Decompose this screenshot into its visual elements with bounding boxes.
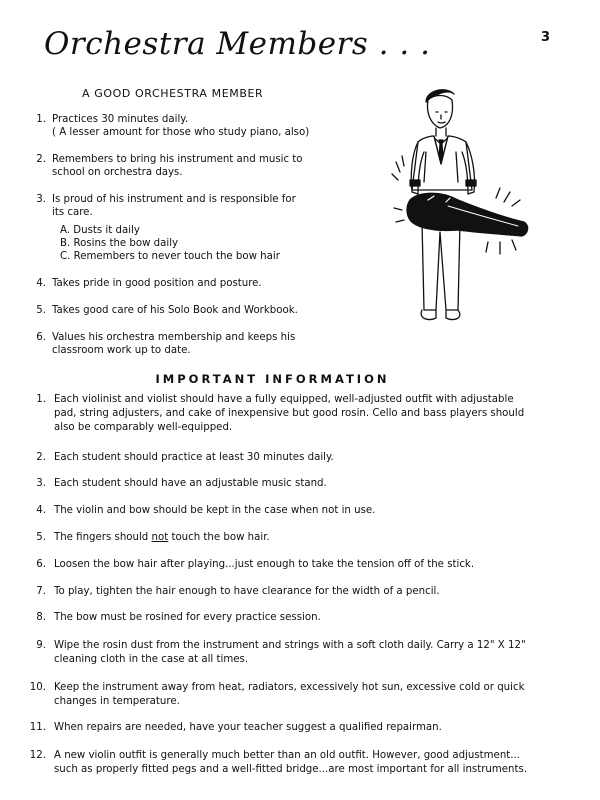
item-text: Wipe the rosin dust from the instrument and strings with a soft cloth daily. Carry a 12" X 12" (54, 640, 526, 651)
member-item (28, 277, 368, 290)
item-number: 8. (36, 612, 46, 623)
item-text: such as properly fitted pegs and a well-fitted bridge...are most important for all instruments. (54, 764, 528, 775)
item-text: Practices 30 minutes daily. (52, 114, 189, 125)
item-number: 10. (29, 682, 46, 693)
sub-item: C. Remembers to never touch the bow hair (60, 251, 280, 262)
item-text: cleaning cloth in the case at all times. (54, 654, 249, 665)
member-item (28, 113, 368, 139)
info-item (20, 504, 542, 518)
item-number: 4. (36, 278, 46, 289)
member-heading: A GOOD ORCHESTRA MEMBER (82, 87, 264, 100)
item-number: 7. (36, 586, 46, 597)
item-text: Each student should practice at least 30 minutes daily. (54, 452, 334, 463)
member-item (28, 331, 368, 357)
member-item (28, 304, 368, 317)
info-item (20, 639, 542, 667)
item-text: A new violin outfit is generally much better than an old outfit. However, good adjustment... (54, 750, 520, 761)
item-text: Values his orchestra membership and keeps his (52, 332, 296, 343)
info-item (20, 681, 542, 709)
item-number: 6. (36, 332, 46, 343)
item-number: 2. (36, 154, 46, 165)
member-list (28, 113, 368, 357)
item-text: Is proud of his instrument and is responsible for (52, 194, 296, 205)
text-run: The fingers should (54, 532, 152, 543)
item-number: 9. (36, 640, 46, 651)
item-number: 1. (36, 394, 46, 405)
item-text: changes in temperature. (54, 696, 180, 707)
member-item (28, 153, 368, 179)
item-number: 3. (36, 478, 46, 489)
student-with-violin-case-illustration (388, 82, 540, 340)
item-number: 5. (36, 532, 46, 543)
text-run: touch the bow hair. (168, 532, 270, 543)
item-text: classroom work up to date. (52, 345, 191, 356)
member-item (28, 193, 368, 263)
item-text: The violin and bow should be kept in the case when not in use. (54, 505, 376, 516)
item-text: Each student should have an adjustable music stand. (54, 478, 327, 489)
info-item (20, 558, 542, 572)
item-text: also be comparably well-equipped. (54, 422, 233, 433)
info-item (20, 721, 542, 735)
item-text: its care. (52, 207, 93, 218)
item-text: The bow must be rosined for every practice session. (54, 612, 321, 623)
page-title: Orchestra Members . . . (44, 26, 431, 62)
item-text: Loosen the bow hair after playing...just enough to take the tension off of the stick. (54, 559, 475, 570)
info-item (20, 585, 542, 599)
item-text: Each violinist and violist should have a fully equipped, well-adjusted outfit with adjustable (54, 394, 514, 405)
item-number: 12. (29, 750, 46, 761)
info-item (20, 451, 542, 465)
care-sublist (52, 224, 368, 263)
item-text: To play, tighten the hair enough to have clearance for the width of a pencil. (54, 586, 440, 597)
page-number: 3 (540, 30, 550, 45)
info-item (20, 749, 542, 777)
item-text: Remembers to bring his instrument and music to (52, 154, 303, 165)
info-item (20, 393, 542, 435)
item-text: school on orchestra days. (52, 167, 183, 178)
item-text: Keep the instrument away from heat, radiators, excessively hot sun, excessive cold or quick (54, 682, 525, 693)
item-text: Takes pride in good position and posture. (52, 278, 262, 289)
important-heading: IMPORTANT INFORMATION (155, 372, 390, 386)
item-text: ( A lesser amount for those who study piano, also) (52, 127, 310, 138)
item-text (54, 531, 542, 545)
underlined-word: not (151, 532, 169, 543)
item-number: 11. (29, 722, 46, 733)
item-text: When repairs are needed, have your teacher suggest a qualified repairman. (54, 722, 442, 733)
info-item (20, 531, 542, 545)
info-item (20, 611, 542, 625)
info-item (20, 477, 542, 491)
item-text: pad, string adjusters, and cake of inexpensive but good rosin. Cello and bass players should (54, 408, 525, 419)
item-number: 4. (36, 505, 46, 516)
item-number: 3. (36, 194, 46, 205)
item-number: 1. (36, 114, 46, 125)
item-number: 6. (36, 559, 46, 570)
item-text: Takes good care of his Solo Book and Workbook. (52, 305, 298, 316)
sub-item: A. Dusts it daily (60, 225, 140, 236)
item-number: 2. (36, 452, 46, 463)
item-number: 5. (36, 305, 46, 316)
sub-item: B. Rosins the bow daily (60, 238, 179, 249)
